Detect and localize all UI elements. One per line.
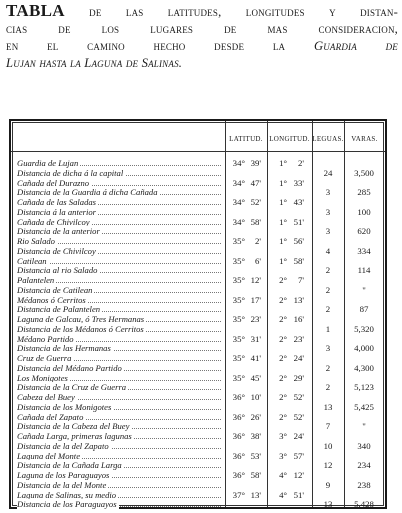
longitude-minutes: 13' [293, 294, 304, 305]
row-name [17, 304, 217, 314]
header-varas: VARAS. [351, 135, 378, 143]
varas-value: 4,300 [354, 362, 374, 373]
row-name [17, 402, 217, 412]
longitude-degrees: 3° [279, 431, 287, 441]
longitude-minutes: 24' [293, 353, 304, 363]
row-name-text: Laguna de Salinas, su medio [17, 489, 117, 500]
row-name-text: Distancia de Chivilcoy [17, 245, 96, 256]
row-name [17, 421, 217, 431]
longitude-degrees: 1° [279, 216, 287, 227]
latitude-degrees: 34° [232, 177, 245, 188]
table-row [11, 431, 385, 441]
leguas-value: 3 [325, 226, 331, 237]
row-name [17, 334, 217, 344]
longitude-degrees: 2° [279, 294, 287, 305]
row-name-text: Distancia de los Médanos ó Cerritos [17, 323, 144, 334]
table-row [11, 490, 385, 500]
table-row [11, 275, 385, 285]
longitude-minutes: 33' [293, 177, 304, 188]
longitude-minutes: 58' [293, 255, 304, 266]
latitude-minutes: 39' [250, 158, 261, 168]
leguas-value: 3 [325, 343, 331, 354]
row-name-text: Cañada del Durazno [17, 177, 90, 188]
longitude-degrees: 1° [279, 177, 287, 188]
longitude-degrees: 2° [279, 333, 287, 344]
row-name [17, 470, 217, 480]
varas-value: 285 [357, 187, 371, 198]
latitude-degrees: 35° [232, 353, 245, 363]
latitude-degrees: 35° [232, 372, 245, 383]
row-name [17, 343, 217, 353]
longitude-minutes: 23' [293, 333, 304, 344]
latitude-degrees: 36° [232, 450, 245, 461]
title-line-1-rest: de las latitudes, longitudes y distan- [89, 5, 398, 19]
row-name-text: Distancia de la Guardia á dicha Cañada [17, 187, 158, 198]
table-row [11, 373, 385, 383]
row-name-text: Palantelen [17, 275, 55, 285]
row-name [17, 158, 217, 168]
row-name [17, 265, 217, 275]
longitude-minutes: 24' [293, 431, 304, 441]
varas-value: 5,123 [354, 382, 374, 393]
row-name-text: Distancia de dicha á la capital [17, 167, 124, 178]
row-name [17, 275, 217, 285]
row-name-text: Distancia de la Cruz de Guerra [17, 382, 127, 393]
row-name-text: Distancia de Palantelen [17, 304, 101, 315]
table-row [11, 460, 385, 470]
latitude-degrees: 36° [232, 411, 245, 422]
latitude-degrees: 36° [232, 392, 245, 402]
leguas-value: 24 [323, 167, 333, 178]
row-name [17, 226, 217, 236]
row-name-text: Cañada de Chivilcoy [17, 216, 90, 227]
leguas-value: 1 [325, 323, 331, 334]
row-name-text: Distancia de Catilean [17, 284, 93, 295]
row-name-text: Cañada Larga, primeras lagunas [17, 431, 132, 441]
title-line-3 [6, 38, 398, 55]
title-line-1 [6, 2, 398, 21]
longitude-degrees: 4° [279, 489, 287, 500]
leguas-value: 13 [323, 499, 333, 510]
leguas-value: 10 [323, 440, 333, 451]
longitude-degrees: 1° [279, 197, 287, 207]
longitude-degrees: 2° [279, 314, 287, 324]
latitude-minutes: 45' [250, 372, 261, 383]
longitude-degrees: 2° [279, 372, 287, 383]
longitude-minutes: 52' [293, 411, 304, 422]
row-name [17, 490, 217, 500]
row-name [17, 285, 217, 295]
latitude-minutes: 58' [250, 216, 261, 227]
row-name [17, 441, 217, 451]
table-row [11, 178, 385, 188]
latitude-minutes: 13' [250, 489, 261, 500]
table-row [11, 168, 385, 178]
row-name-text: Distancia del Médano Partido [17, 362, 122, 373]
longitude-degrees: 1° [279, 158, 287, 168]
longitude-degrees: 1° [279, 236, 287, 246]
leguas-value: 3 [325, 206, 331, 217]
row-name-text: Distancia de la anterior [17, 226, 100, 237]
row-name [17, 382, 217, 392]
latitude-minutes: 41' [250, 353, 261, 363]
row-name-text: Distancia de la del Monte [17, 479, 107, 490]
table-row [11, 412, 385, 422]
row-name-text: Distancia de la Cañada Larga [17, 460, 122, 471]
latitude-minutes: 58' [250, 470, 261, 480]
longitude-minutes: 12' [293, 470, 304, 480]
table-row [11, 197, 385, 207]
data-table [9, 119, 387, 509]
latitude-minutes: 2' [255, 236, 261, 246]
header-divider [11, 151, 385, 152]
varas-value: 4,000 [354, 343, 374, 354]
longitude-degrees: 2° [279, 411, 287, 422]
leguas-value: 9 [325, 479, 331, 490]
latitude-minutes: 38' [250, 431, 261, 441]
table-row [11, 158, 385, 168]
longitude-degrees: 3° [279, 450, 287, 461]
row-name [17, 373, 217, 383]
leguas-value: 13 [323, 401, 333, 412]
row-name [17, 207, 217, 217]
table-row [11, 421, 385, 431]
latitude-minutes: 17' [250, 294, 261, 305]
longitude-minutes: 56' [293, 236, 304, 246]
longitude-minutes: 51' [293, 216, 304, 227]
table-row [11, 392, 385, 402]
row-name [17, 480, 217, 490]
varas-value: 234 [357, 460, 371, 471]
longitude-degrees: 1° [279, 255, 287, 266]
leguas-value: 2 [325, 284, 331, 295]
row-name [17, 431, 217, 441]
row-name-text: Cabeza del Buey [17, 392, 75, 402]
varas-value: " [362, 284, 366, 295]
row-name [17, 412, 217, 422]
table-row [11, 226, 385, 236]
row-name [17, 324, 217, 334]
table-row [11, 256, 385, 266]
leguas-value: 2 [325, 382, 331, 393]
latitude-degrees: 35° [232, 333, 245, 344]
longitude-degrees: 4° [279, 470, 287, 480]
row-name [17, 187, 217, 197]
varas-value: 334 [357, 245, 371, 256]
leguas-value: 4 [325, 245, 331, 256]
varas-value: 87 [359, 304, 369, 315]
row-name-text: Laguna del Monte [17, 450, 81, 461]
varas-value: 114 [357, 265, 371, 276]
table-row [11, 236, 385, 246]
title-word-tabla: TABLA [6, 1, 65, 20]
table-row [11, 470, 385, 480]
table-row [11, 324, 385, 334]
header-longitud: LONGITUD. [269, 135, 310, 143]
row-name-text: Médano Partido [17, 333, 74, 344]
varas-value: 100 [357, 206, 371, 217]
varas-value: 620 [357, 226, 371, 237]
table-row [11, 304, 385, 314]
longitude-minutes: 57' [293, 450, 304, 461]
latitude-minutes: 6' [255, 255, 261, 266]
varas-value: 238 [357, 479, 371, 490]
latitude-degrees: 35° [232, 314, 245, 324]
latitude-minutes: 23' [250, 314, 261, 324]
leguas-value: 12 [323, 460, 333, 471]
page-title [6, 2, 398, 72]
row-name [17, 314, 217, 324]
leguas-value: 2 [325, 362, 331, 373]
header-leguas: LEGUAS. [312, 135, 344, 143]
latitude-minutes: 52' [250, 197, 261, 207]
leguas-value: 2 [325, 265, 331, 276]
table-row [11, 441, 385, 451]
row-name [17, 217, 217, 227]
latitude-degrees: 35° [232, 275, 245, 285]
row-name-text: Cañada del Zapato [17, 411, 84, 422]
row-name-text: Distancia de los Monigotes [17, 401, 112, 412]
header-latitud: LATITUD. [229, 135, 263, 143]
table-row [11, 295, 385, 305]
latitude-degrees: 35° [232, 294, 245, 305]
row-name-text: Guardia de Lujan [17, 158, 79, 168]
row-name-text: Médanos ó Cerritos [17, 294, 86, 305]
row-name-text: Distancia de los Paraguayos [17, 499, 117, 510]
table-row [11, 265, 385, 275]
latitude-degrees: 34° [232, 197, 245, 207]
row-name-text: Laguna de Galcau, ó Tres Hermanas [17, 314, 145, 324]
table-row [11, 499, 385, 509]
longitude-degrees: 2° [279, 353, 287, 363]
row-name-text: Distancia al rio Salado [17, 265, 98, 276]
row-name [17, 295, 217, 305]
table-row [11, 334, 385, 344]
table-row [11, 480, 385, 490]
leguas-value: 2 [325, 304, 331, 315]
longitude-minutes: 16' [293, 314, 304, 324]
varas-value: 3,500 [354, 167, 374, 178]
row-name [17, 168, 217, 178]
latitude-minutes: 12' [250, 275, 261, 285]
varas-value: 5,425 [354, 401, 374, 412]
table-row [11, 343, 385, 353]
row-name [17, 256, 217, 266]
title-line-2: cias de los lugares de mas consideracion, [6, 22, 398, 36]
row-name-text: Catilean [17, 255, 47, 266]
row-name-text: Los Monigotes [17, 372, 68, 383]
row-name [17, 499, 217, 509]
row-name-text: Rio Salado [17, 236, 55, 246]
longitude-minutes: 2' [298, 158, 304, 168]
row-name [17, 363, 217, 373]
title-line-3a: en el camino hecho desde la [6, 39, 286, 53]
latitude-degrees: 34° [232, 158, 245, 168]
row-name-text: Distancia de la del Zapato [17, 440, 109, 451]
row-name-text: Laguna de los Paraguayos [17, 470, 110, 480]
longitude-minutes: 51' [293, 489, 304, 500]
longitude-minutes: 7' [298, 275, 304, 285]
row-name [17, 392, 217, 402]
varas-value: 340 [357, 440, 371, 451]
latitude-minutes: 31' [250, 333, 261, 344]
varas-value: 5,428 [354, 499, 374, 510]
table-row [11, 382, 385, 392]
title-line-4: Lujan hasta la Laguna de Salinas. [6, 56, 183, 70]
latitude-minutes: 10' [250, 392, 261, 402]
row-name-text: Cañada de las Saladas [17, 197, 97, 207]
row-name-text: Distancia á la anterior [17, 206, 97, 217]
row-name [17, 460, 217, 470]
row-name [17, 178, 217, 188]
longitude-minutes: 52' [293, 392, 304, 402]
table-row [11, 187, 385, 197]
row-name-text: Distancia de las Hermanas [17, 343, 111, 354]
table-row [11, 314, 385, 324]
leguas-value: 7 [325, 421, 331, 432]
leguas-value: 3 [325, 187, 331, 198]
table-row [11, 207, 385, 217]
row-name [17, 451, 217, 461]
longitude-degrees: 2° [279, 275, 287, 285]
row-name [17, 353, 217, 363]
table-row [11, 451, 385, 461]
row-name [17, 236, 217, 246]
longitude-minutes: 43' [293, 197, 304, 207]
latitude-degrees: 34° [232, 216, 245, 227]
table-row [11, 402, 385, 412]
varas-value: " [362, 421, 366, 432]
latitude-minutes: 47' [250, 177, 261, 188]
table-row [11, 363, 385, 373]
latitude-degrees: 36° [232, 470, 245, 480]
latitude-minutes: 53' [250, 450, 261, 461]
table-row [11, 246, 385, 256]
latitude-degrees: 36° [232, 431, 245, 441]
varas-value: 5,320 [354, 323, 374, 334]
table-row [11, 217, 385, 227]
latitude-minutes: 26' [250, 411, 261, 422]
latitude-degrees: 35° [232, 255, 245, 266]
longitude-degrees: 2° [279, 392, 287, 402]
row-name-text: Distancia de la Cabeza del Buey [17, 421, 130, 432]
title-line-3b: Guardia de [313, 39, 398, 53]
table-row [11, 285, 385, 295]
longitude-minutes: 29' [293, 372, 304, 383]
latitude-degrees: 37° [232, 489, 245, 500]
table-row [11, 353, 385, 363]
row-name-text: Cruz de Guerra [17, 353, 72, 363]
row-name [17, 246, 217, 256]
latitude-degrees: 35° [232, 236, 245, 246]
row-name [17, 197, 217, 207]
